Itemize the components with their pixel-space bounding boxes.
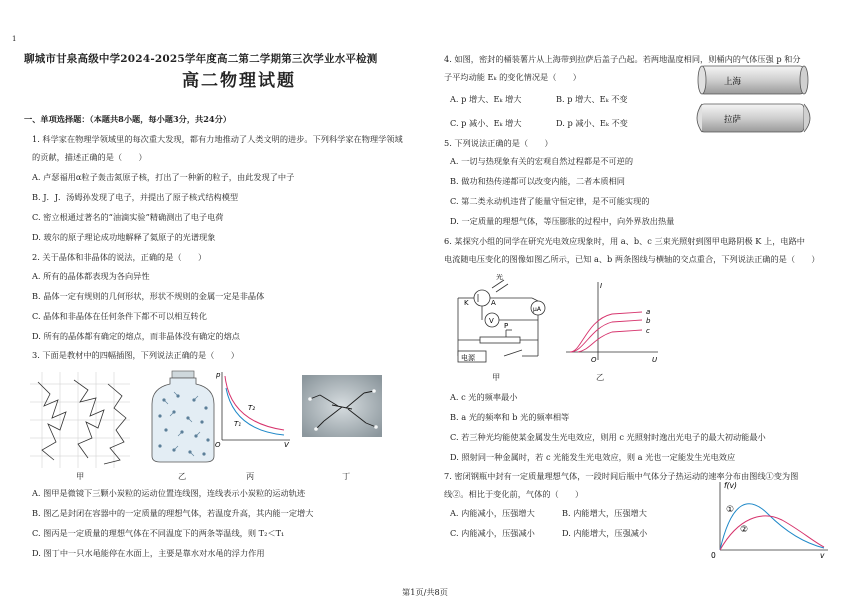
q1-stem-line2: 的贡献，描述正确的是（ ） [32, 152, 147, 162]
q2-option-c: C. 晶体和非晶体在任何条件下都不可以相互转化 [32, 311, 207, 321]
q2-option-a: A. 所有的晶体都表现为各向异性 [32, 271, 150, 281]
q6-circuit-caption: 甲 [492, 372, 501, 382]
can-label-bottom: 拉萨 [724, 115, 742, 125]
voltmeter-label: V [489, 317, 494, 325]
can-label-top: 上海 [724, 77, 742, 87]
q7-option-c: C. 内能减小，压强减小 [450, 528, 535, 538]
q3-option-d: D. 图丁中一只水黾能停在水面上，主要是靠水对水黾的浮力作用 [32, 548, 265, 558]
q4-stem-line2: 子平均动能 Eₖ 的变化情况是（ ） [444, 72, 581, 82]
q5-option-b: B. 做功和热传递都可以改变内能，二者本质相同 [450, 176, 625, 186]
q6-option-d: D. 照射同一种金属时，若 c 光能发生光电效应，则 a 光也一定能发生光电效应 [450, 452, 736, 462]
q5-option-a: A. 一切与热现象有关的宏观自然过程都是不可逆的 [450, 156, 634, 166]
iu-graph-origin-label: O [591, 356, 597, 364]
page-title: 高二物理试题 [182, 71, 296, 91]
iu-graph-c-label: c [646, 327, 650, 335]
q3-option-b: B. 图乙是封闭在容器中的一定质量的理想气体，若温度升高，其内能一定增大 [32, 508, 314, 518]
q6-graph-caption: 乙 [596, 372, 605, 382]
circuit-light-label: 光 [496, 274, 503, 281]
isotherm-p-label: p [216, 371, 221, 379]
q2-option-d: D. 所有的晶体都有确定的熔点，而非晶体没有确定的熔点 [32, 331, 240, 341]
q4-figure-chip-cans [694, 64, 812, 136]
q3-figure-yi [148, 370, 218, 464]
q2-option-b: B. 晶体一定有规则的几何形状，形状不规则的金属一定是非晶体 [32, 291, 265, 301]
isotherm-v-label: V [284, 441, 289, 448]
q6-option-a: A. c 光的频率最小 [450, 392, 518, 402]
q6-option-b: B. a 光的频率和 b 光的频率相等 [450, 412, 570, 422]
distribution-curve2-label: ② [740, 525, 749, 535]
iu-graph-u-label: U [652, 356, 658, 364]
q4-stem-line1: 4. 如图，密封的桶装薯片从上海带到拉萨后盖子凸起。若两地温度相同，则桶内的气体压强 p 和分 [444, 54, 801, 64]
q3-option-c: C. 图丙是一定质量的理想气体在不同温度下的两条等温线，则 T₂＜T₁ [32, 528, 285, 538]
q5-option-d: D. 一定质量的理想气体，等压膨胀的过程中，向外界放出热量 [450, 216, 675, 226]
microammeter-label: μA [533, 306, 541, 313]
distribution-v-label: v [820, 551, 825, 558]
q1-option-a: A. 卢瑟福用α粒子轰击氮原子核，打出了一种新的粒子，由此发现了中子 [32, 172, 295, 182]
page-marker: 1 [12, 35, 17, 43]
q7-stem-line1: 7. 密闭钢瓶中封有一定质量理想气体，一段时间后瓶中气体分子热运动的速率分布由图线①变为图 [444, 471, 799, 481]
q7-figure-speed-distribution [708, 478, 832, 558]
q2-stem: 2. 关于晶体和非晶体的说法，正确的是（ ） [32, 252, 207, 262]
q3-figure-label-jia: 甲 [76, 471, 85, 481]
q6-figure-circuit [452, 274, 556, 366]
q4-option-b: B. p 增大、Eₖ 不变 [556, 94, 628, 104]
iu-graph-b-label: b [646, 317, 651, 325]
q5-option-c: C. 第二类永动机违背了能量守恒定律，是不可能实现的 [450, 196, 650, 206]
page-footer: 第1页/共8页 [402, 587, 448, 597]
q3-figure-bing-isotherms [212, 368, 294, 448]
q7-option-a: A. 内能减小，压强增大 [450, 508, 535, 518]
q3-figure-jia [30, 372, 130, 468]
circuit-a-label: A [491, 299, 496, 307]
q7-option-b: B. 内能增大，压强增大 [562, 508, 647, 518]
q4-option-d: D. p 减小、Eₖ 不变 [556, 118, 628, 128]
isotherm-origin-label: O [215, 441, 221, 448]
q5-stem: 5. 下列说法正确的是（ ） [444, 138, 553, 148]
q1-option-d: D. 玻尔的原子理论成功地解释了氦原子的光谱现象 [32, 232, 216, 242]
q3-figure-label-yi: 乙 [178, 471, 187, 481]
q6-figure-iu-graph [562, 280, 662, 366]
q1-stem-line1: 1. 科学家在物理学领域里的每次重大发现，都有力地推动了人类文明的进步。下列科学家在物理学领域 [32, 134, 403, 144]
q3-option-a: A. 图甲是微镜下三颗小炭粒的运动位置连线图，连线表示小炭粒的运动轨迹 [32, 488, 306, 498]
q6-option-c: C. 若三种光均能使某金属发生光电效应，则用 c 光照射时逸出光电子的最大初动能最小 [450, 432, 766, 442]
iu-graph-i-label: I [600, 282, 603, 290]
q3-stem: 3. 下面是教材中的四幅插图，下列说法正确的是（ ） [32, 350, 239, 360]
iu-graph-a-label: a [646, 308, 651, 316]
distribution-f-label: f(v) [724, 481, 737, 490]
distribution-curve1-label: ① [726, 505, 735, 515]
q4-option-a: A. p 增大、Eₖ 增大 [450, 94, 522, 104]
q1-option-c: C. 密立根通过著名的“油滴实验”精确测出了电子电荷 [32, 212, 224, 222]
isotherm-t1-label: T₁ [234, 420, 242, 428]
isotherm-t2-label: T₂ [248, 404, 256, 412]
exam-header: 聊城市甘泉高级中学2024-2025学年度高二第二学期第三次学业水平检测 [24, 53, 378, 65]
q3-figure-ding-water-strider [302, 375, 382, 437]
q3-figure-label-ding: 丁 [342, 471, 351, 481]
q3-figure-label-bing: 丙 [246, 471, 255, 481]
q1-option-b: B. J．J．汤姆孙发现了电子，并提出了原子核式结构模型 [32, 192, 239, 202]
power-source-label: 电源 [461, 354, 475, 362]
q6-stem-line2: 电流随电压变化的图像如图乙所示，已知 a、b 两条图线与横轴的交点重合，下列说法正确的是（ ） [444, 254, 820, 264]
section-heading: 一、单项选择题：（本题共8小题，每小题3分，共24分） [24, 114, 232, 124]
q7-stem-line2: 线②。相比于变化前，气体的（ ） [444, 489, 584, 499]
circuit-k-label: K [464, 299, 469, 307]
q4-option-c: C. p 减小、Eₖ 增大 [450, 118, 522, 128]
q6-stem-line1: 6. 某探究小组的同学在研究光电效应现象时，用 a、b、c 三束光照射到图甲电路阴极 K 上，电路中 [444, 236, 805, 246]
rheostat-p-label: P [504, 322, 509, 330]
q7-option-d: D. 内能增大，压强减小 [562, 528, 648, 538]
distribution-origin-label: 0 [711, 551, 716, 558]
